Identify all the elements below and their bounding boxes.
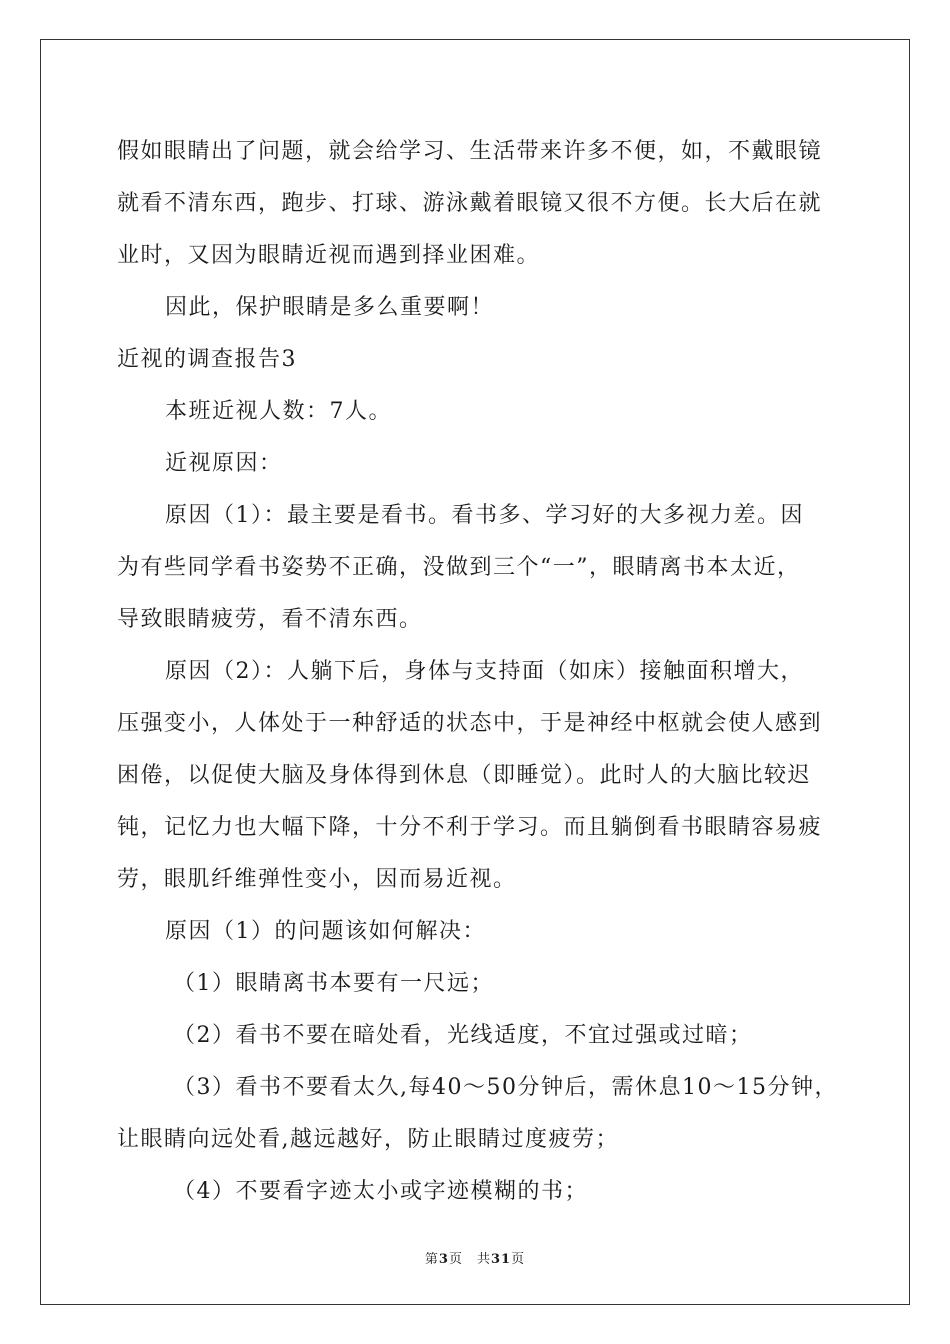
- list-item-solution-3: [117, 1062, 837, 1166]
- list-item-solution-1: [117, 958, 837, 1010]
- footer-total-suffix: 页: [511, 1252, 526, 1267]
- text-line: （3）看书不要看太久,每40～50分钟后，需休息10～15分钟，: [173, 1075, 838, 1100]
- paragraph-solutions-label: [117, 906, 837, 958]
- text-line: 因此，保护眼睛是多么重要啊！: [165, 295, 495, 320]
- total-pages: 31: [490, 1252, 512, 1267]
- text-line: 本班近视人数：7人。: [165, 399, 392, 424]
- text-line: 劳，眼肌纤维弹性变小，因而易近视。: [117, 867, 517, 892]
- text-line: （2）看书不要在暗处看，光线适度，不宜过强或过暗；: [173, 1023, 753, 1048]
- page-footer: [0, 1248, 950, 1267]
- text-line: 让眼睛向远处看,越远越好，防止眼睛过度疲劳；: [117, 1127, 619, 1152]
- text-line: 压强变小，人体处于一种舒适的状态中，于是神经中枢就会使人感到: [117, 711, 823, 736]
- text-line: 假如眼睛出了问题，就会给学习、生活带来许多不便，如，不戴眼镜: [117, 139, 823, 164]
- text-line: 导致眼睛疲劳，看不清东西。: [117, 607, 423, 632]
- page-number: 3: [438, 1252, 449, 1267]
- section-heading: [117, 334, 837, 386]
- paragraph-count: [117, 386, 837, 438]
- heading-text: 近视的调查报告3: [117, 347, 297, 372]
- text-line: 近视原因：: [165, 451, 283, 476]
- footer-prefix: 第: [424, 1252, 439, 1267]
- text-line: 原因（2）：人躺下后，身体与支持面（如床）接触面积增大，: [165, 659, 804, 684]
- text-line: 业时，又因为眼睛近视而遇到择业困难。: [117, 243, 541, 268]
- list-item-solution-4: [117, 1166, 837, 1218]
- footer-page-suffix: 页: [448, 1252, 463, 1267]
- paragraph-reason-2: [117, 646, 837, 906]
- footer-total-prefix: 共: [476, 1252, 491, 1267]
- text-line: 原因（1）的问题该如何解决：: [165, 919, 486, 944]
- document-body: [117, 126, 837, 1218]
- text-line: 困倦，以促使大脑及身体得到休息（即睡觉）。此时人的大脑比较迟: [117, 763, 812, 788]
- paragraph-reason-1: [117, 490, 837, 646]
- list-item-solution-2: [117, 1010, 837, 1062]
- text-line: 就看不清东西，跑步、打球、游泳戴着眼镜又很不方便。长大后在就: [117, 191, 823, 216]
- text-line: （4）不要看字迹太小或字迹模糊的书；: [173, 1179, 588, 1204]
- paragraph-reasons-label: [117, 438, 837, 490]
- text-line: 为有些同学看书姿势不正确，没做到三个“一”，眼睛离书本太近，: [117, 555, 801, 580]
- paragraph-eye-problems: [117, 126, 837, 282]
- text-line: （1）眼睛离书本要有一尺远；: [173, 971, 494, 996]
- text-line: 钝，记忆力也大幅下降，十分不利于学习。而且躺倒看书眼睛容易疲: [117, 815, 823, 840]
- text-line: 原因（1）：最主要是看书。看书多、学习好的大多视力差。因: [165, 503, 804, 528]
- paragraph-conclusion: [117, 282, 837, 334]
